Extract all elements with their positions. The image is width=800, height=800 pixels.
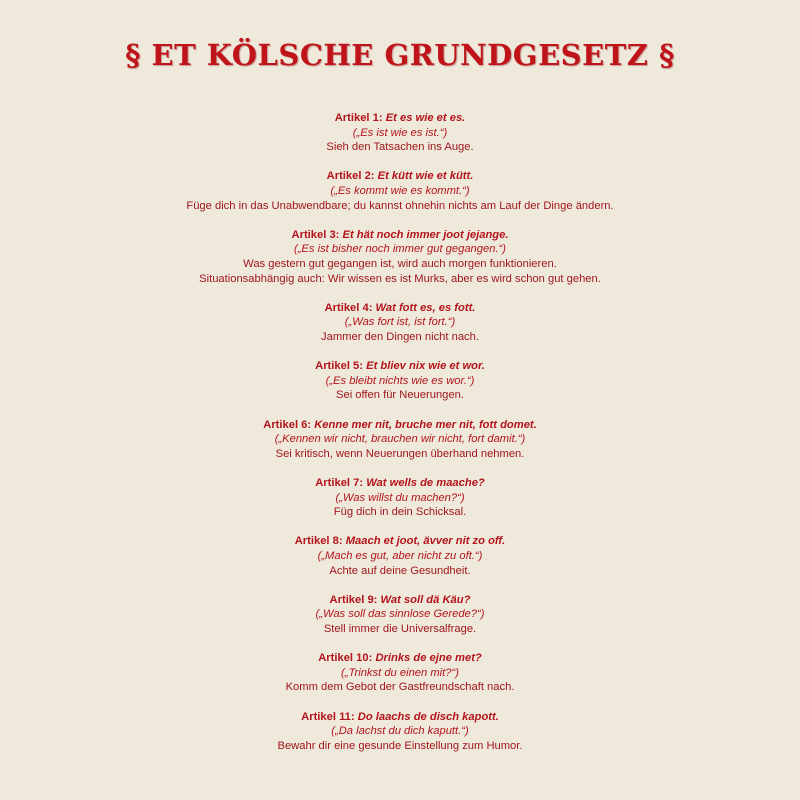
article-translation: („Was willst du machen?“) bbox=[335, 491, 465, 504]
article-label: Artikel 2: bbox=[326, 170, 375, 183]
article-translation: („Da lachst du dich kaputt.“) bbox=[331, 725, 469, 738]
article-translation: („Trinkst du einen mit?“) bbox=[341, 666, 459, 679]
article-heading bbox=[0, 169, 800, 184]
article-translation: („Es bleibt nichts wie es wor.“) bbox=[325, 374, 475, 387]
article-6 bbox=[0, 418, 800, 476]
article-heading bbox=[0, 593, 800, 608]
article-kolsch-text: Wat fott es, es fott. bbox=[375, 301, 476, 314]
article-meaning: Was gestern gut gegangen ist, wird auch morgen funktionieren. bbox=[243, 257, 557, 270]
article-translation: („Was fort ist, ist fort.“) bbox=[344, 316, 456, 329]
article-label: Artikel 1: bbox=[334, 112, 383, 124]
article-kolsch-text: Kenne mer nit, bruche mer nit, fott domet. bbox=[314, 418, 537, 431]
article-meaning: Sei kritisch, wenn Neuerungen überhand nehmen. bbox=[275, 447, 525, 460]
article-translation: („Mach es gut, aber nicht zu oft.“) bbox=[317, 549, 483, 562]
article-meaning: Bewahr dir eine gesunde Einstellung zum Humor. bbox=[277, 739, 523, 752]
article-heading bbox=[0, 228, 800, 243]
article-meaning: Komm dem Gebot der Gastfreundschaft nach. bbox=[285, 681, 515, 694]
page-title: § ET KÖLSCHE GRUNDGESETZ § bbox=[125, 38, 675, 72]
article-10 bbox=[0, 651, 800, 709]
article-heading bbox=[0, 301, 800, 316]
article-1 bbox=[0, 111, 800, 169]
article-label: Artikel 7: bbox=[315, 476, 364, 489]
article-heading bbox=[0, 418, 800, 433]
article-meaning: Achte auf deine Gesundheit. bbox=[329, 564, 471, 577]
article-translation: („Es kommt wie es kommt.“) bbox=[330, 184, 470, 197]
article-translation: („Was soll das sinnlose Gerede?“) bbox=[315, 608, 485, 621]
article-kolsch-text: Et hät noch immer joot jejange. bbox=[342, 228, 509, 241]
article-label: Artikel 4: bbox=[324, 301, 373, 314]
article-kolsch-text: Et bliev nix wie et wor. bbox=[366, 360, 485, 373]
article-meaning: Jammer den Dingen nicht nach. bbox=[321, 330, 479, 343]
article-kolsch-text: Maach et joot, ävver nit zo off. bbox=[345, 535, 506, 548]
article-label: Artikel 6: bbox=[263, 418, 312, 431]
article-heading bbox=[0, 534, 800, 549]
article-9 bbox=[0, 593, 800, 651]
article-translation: („Kennen wir nicht, brauchen wir nicht, fort damit.“) bbox=[274, 433, 526, 446]
article-3 bbox=[0, 228, 800, 301]
article-meaning: Füg dich in dein Schicksal. bbox=[333, 506, 467, 519]
article-heading bbox=[0, 359, 800, 374]
article-label: Artikel 3: bbox=[291, 228, 340, 241]
article-heading bbox=[0, 111, 800, 126]
article-8 bbox=[0, 534, 800, 592]
article-kolsch-text: Et es wie et es. bbox=[385, 112, 466, 124]
article-translation: („Es ist wie es ist.“) bbox=[352, 126, 448, 139]
article-heading bbox=[0, 476, 800, 491]
article-list bbox=[0, 111, 800, 768]
article-label: Artikel 9: bbox=[329, 593, 378, 606]
article-kolsch-text: Do laachs de disch kapott. bbox=[357, 710, 499, 723]
article-kolsch-text: Et kütt wie et kütt. bbox=[377, 170, 474, 183]
article-meaning: Stell immer die Universalfrage. bbox=[323, 622, 477, 635]
article-5 bbox=[0, 359, 800, 417]
article-label: Artikel 5: bbox=[315, 360, 363, 373]
article-4 bbox=[0, 301, 800, 359]
article-2 bbox=[0, 169, 800, 227]
article-meaning: Füge dich in das Unabwendbare; du kannst ohnehin nichts am Lauf der Dinge ändern. bbox=[186, 199, 614, 212]
article-label: Artikel 8: bbox=[294, 535, 343, 548]
article-meaning: Sieh den Tatsachen ins Auge. bbox=[326, 141, 474, 154]
article-label: Artikel 11: bbox=[301, 710, 355, 723]
article-kolsch-text: Wat soll dä Käu? bbox=[380, 593, 471, 606]
article-label: Artikel 10: bbox=[318, 652, 373, 665]
article-kolsch-text: Drinks de ejne met? bbox=[375, 652, 482, 665]
article-11 bbox=[0, 710, 800, 768]
article-heading bbox=[0, 651, 800, 666]
article-7 bbox=[0, 476, 800, 534]
article-translation: („Es ist bisher noch immer gut gegangen.“) bbox=[293, 243, 507, 256]
article-heading bbox=[0, 710, 800, 725]
article-kolsch-text: Wat wells de maache? bbox=[366, 476, 485, 489]
article-meaning-extra: Situationsabhängig auch: Wir wissen es ist Murks, aber es wird schon gut gehen. bbox=[199, 272, 601, 285]
article-meaning: Sei offen für Neuerungen. bbox=[336, 389, 464, 402]
